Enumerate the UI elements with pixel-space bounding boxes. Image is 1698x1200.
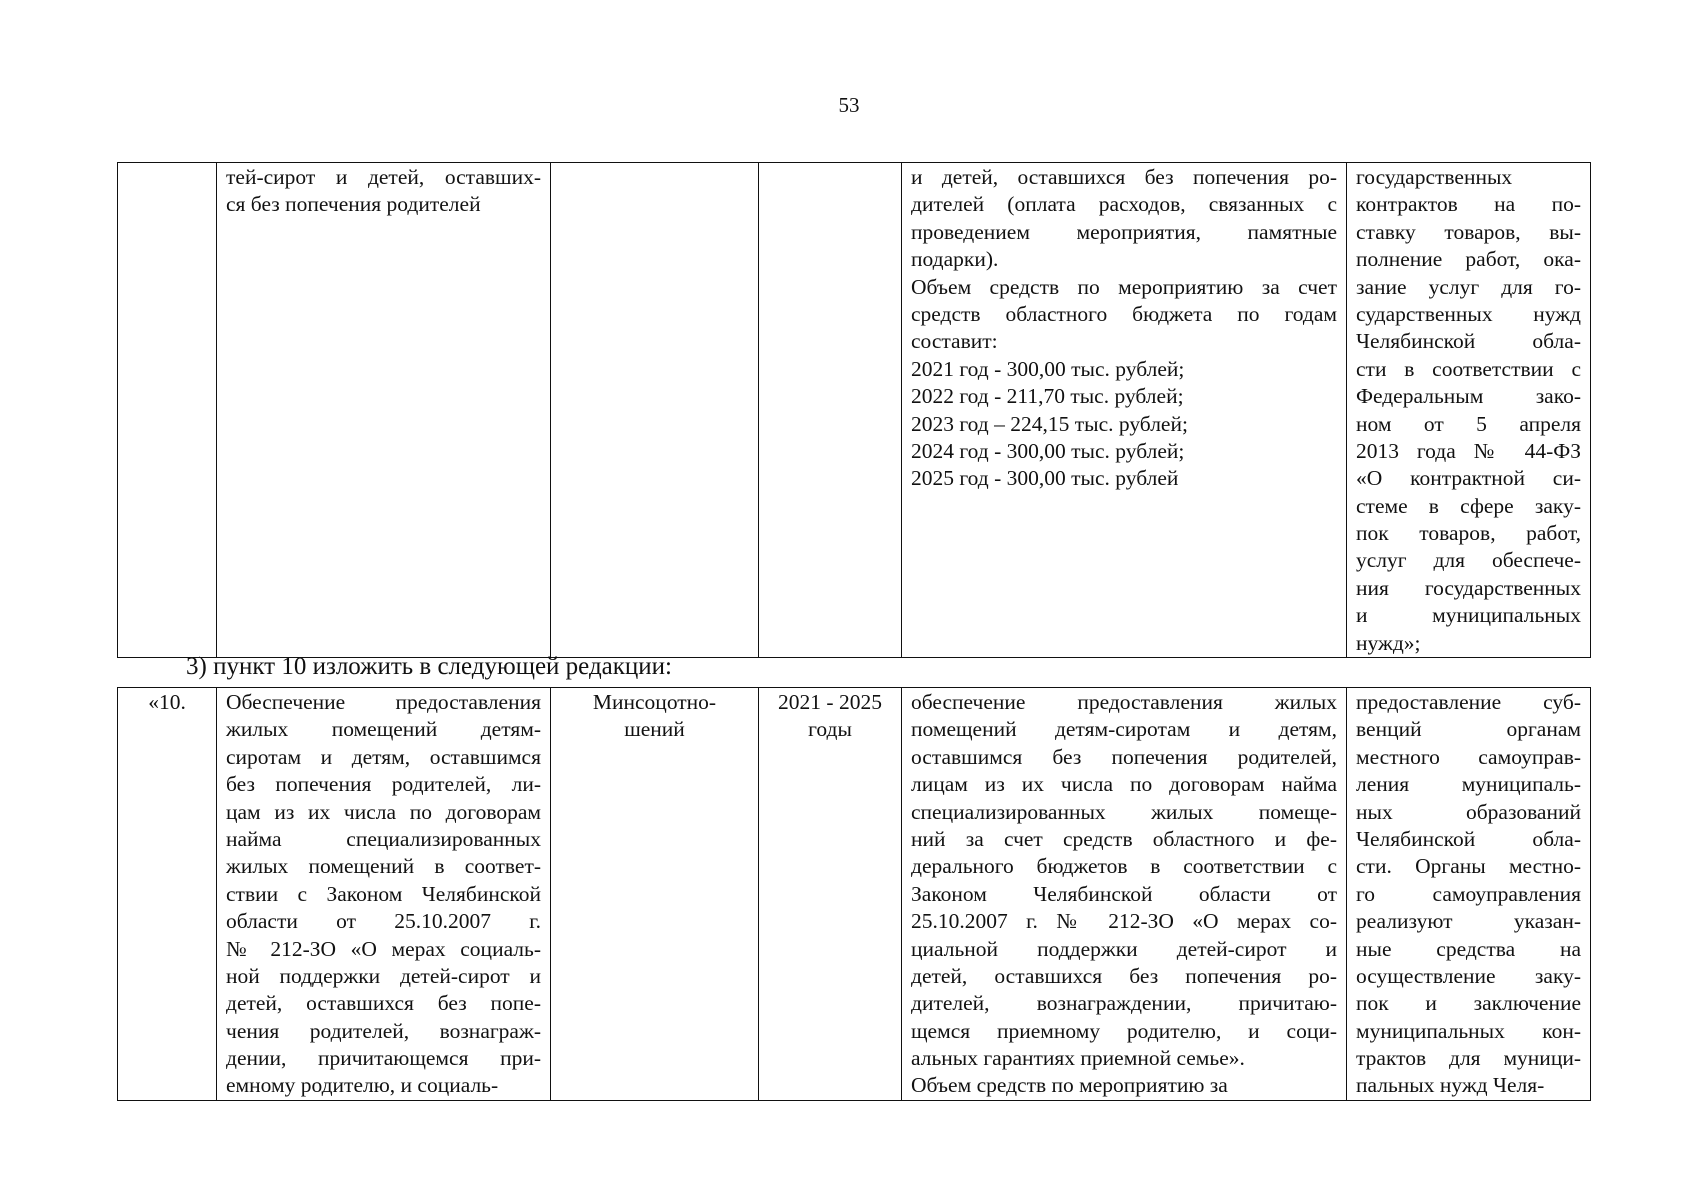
text-line: 2022 год - 211,70 тыс. рублей; [911, 384, 1184, 409]
table-item-10 [117, 687, 1591, 1101]
table-row-item-10 [118, 688, 1591, 1101]
text-line: средств областного бюджета по годам [911, 301, 1337, 326]
text-line: 2024 год - 300,00 тыс. рублей; [911, 438, 1185, 463]
text-line: ся без попечения родителей [226, 192, 481, 217]
text-line: сиротам и детям, оставшимся [226, 744, 541, 769]
cell-content [902, 163, 1347, 658]
text-line: 2021 год - 300,00 тыс. рублей; [911, 356, 1185, 381]
text-line: контрактов на по- [1356, 192, 1581, 217]
text-line: жилых помещений детям- [226, 717, 541, 742]
text-line: пальных нужд Челя- [1356, 1073, 1545, 1098]
text-line: нужд»; [1356, 630, 1421, 655]
text-line: дении, причитающемся при- [226, 1046, 541, 1071]
text-line: ном от 5 апреля [1356, 411, 1581, 436]
text-line: ствии с Законом Челябинской [226, 881, 541, 906]
text-line: Объем средств по мероприятию за счет [911, 274, 1337, 299]
text-line: 25.10.2007 г. № 212-ЗО «О мерах со- [911, 909, 1337, 934]
text-line: «О контрактной си- [1356, 466, 1581, 491]
text-line: ной поддержки детей-сирот и [226, 963, 541, 988]
table-continued [117, 162, 1591, 658]
text-line: области от 25.10.2007 г. [226, 909, 541, 934]
text-line: емному родителю, и социаль- [226, 1073, 499, 1098]
text-line: осуществление заку- [1356, 963, 1581, 988]
text-line: сударственных нужд [1356, 301, 1581, 326]
text-line: 2013 года № 44-ФЗ [1356, 438, 1581, 463]
page-number: 53 [838, 93, 860, 117]
text-line: 2021 - 2025 [778, 690, 882, 714]
text-line: ных образований [1356, 799, 1581, 824]
text-line: щемся приемному родителю, и соци- [911, 1018, 1337, 1043]
text-line: альных гарантиях приемной семье». [911, 1046, 1245, 1071]
text-line: стеме в сфере заку- [1356, 493, 1581, 518]
text-line: жилых помещений в соответ- [226, 854, 541, 879]
text-line: сти. Органы местно- [1356, 854, 1581, 879]
cell-number: «10. [118, 688, 217, 1101]
text-line: ний за счет средств областного и фе- [911, 826, 1337, 851]
text-line: го самоуправления [1356, 881, 1581, 906]
text-line: Челябинской обла- [1356, 826, 1581, 851]
text-line: Федеральным зако- [1356, 384, 1581, 409]
cell-period [759, 688, 902, 1101]
text-line: обеспечение предоставления жилых [911, 690, 1337, 714]
cell-executor [551, 688, 759, 1101]
text-line: предоставление суб- [1356, 690, 1581, 714]
text-line: государственных [1356, 165, 1513, 189]
text-line: проведением мероприятия, памятные [911, 219, 1337, 244]
text-line: венций органам [1356, 717, 1581, 742]
text-line: детей, оставшихся без попечения ро- [911, 963, 1337, 988]
cell-event-name [217, 163, 551, 658]
text-line: помещений детям-сиротам и детям, [911, 717, 1337, 742]
cell-mechanism [1347, 163, 1591, 658]
text-line: ления муниципаль- [1356, 772, 1581, 797]
text-line: реализуют указан- [1356, 909, 1581, 934]
text-line: местного самоуправ- [1356, 744, 1581, 769]
text-line: зание услуг для го- [1356, 274, 1581, 299]
text-line: дерального бюджетов в соответствии с [911, 854, 1337, 879]
text-line: муниципальных кон- [1356, 1018, 1581, 1043]
text-line: 2025 год - 300,00 тыс. рублей [911, 466, 1179, 491]
text-line: № 212-ЗО «О мерах социаль- [226, 936, 541, 961]
text-line: ния государственных [1356, 575, 1581, 600]
text-line: чения родителей, вознаграж- [226, 1018, 541, 1043]
text-line: оставшимся без попечения родителей, [911, 744, 1337, 769]
text-line: трактов для муници- [1356, 1046, 1581, 1071]
text-line: пок товаров, работ, [1356, 521, 1581, 546]
text-line: сти в соответствии с [1356, 356, 1581, 381]
text-line: составит: [911, 329, 998, 354]
text-line: дителей (оплата расходов, связанных с [911, 192, 1337, 217]
text-line: ные средства на [1356, 936, 1581, 961]
text-line: услуг для обеспече- [1356, 548, 1581, 573]
text-line: и муниципальных [1356, 603, 1581, 628]
amendment-heading: 3) пункт 10 изложить в следующей редакции: [186, 653, 672, 680]
cell-executor [551, 163, 759, 658]
text-line: циальной поддержки детей-сирот и [911, 936, 1337, 961]
text-line: 2023 год – 224,15 тыс. рублей; [911, 411, 1188, 436]
text-line: найма специализированных [226, 826, 541, 851]
text-line: Обеспечение предоставления [226, 690, 541, 714]
text-line: Минсоцотно- [592, 690, 717, 714]
text-line: специализированных жилых помеще- [911, 799, 1337, 824]
text-line: детей, оставшихся без попе- [226, 991, 541, 1016]
text-line: шений [624, 717, 685, 742]
text-line: тей-сирот и детей, оставших- [226, 165, 541, 189]
text-line: годы [808, 717, 852, 742]
text-line: цам из их числа по договорам [226, 799, 541, 824]
text-line: ставку товаров, вы- [1356, 219, 1581, 244]
cell-number [118, 163, 217, 658]
cell-content [902, 688, 1347, 1101]
text-line: подарки). [911, 247, 999, 272]
text-line: пок и заключение [1356, 991, 1581, 1016]
cell-event-name [217, 688, 551, 1101]
text-line: лицам из их числа по договорам найма [911, 772, 1337, 797]
text-line: и детей, оставшихся без попечения ро- [911, 165, 1337, 189]
text-line: без попечения родителей, ли- [226, 772, 541, 797]
table-row-continued [118, 163, 1591, 658]
text-line: Законом Челябинской области от [911, 881, 1337, 906]
text-line: полнение работ, ока- [1356, 247, 1581, 272]
text-line: Челябинской обла- [1356, 329, 1581, 354]
cell-period [759, 163, 902, 658]
text-line: Объем средств по мероприятию за [911, 1073, 1228, 1098]
text-line: дителей, вознаграждении, причитаю- [911, 991, 1337, 1016]
cell-mechanism [1347, 688, 1591, 1101]
